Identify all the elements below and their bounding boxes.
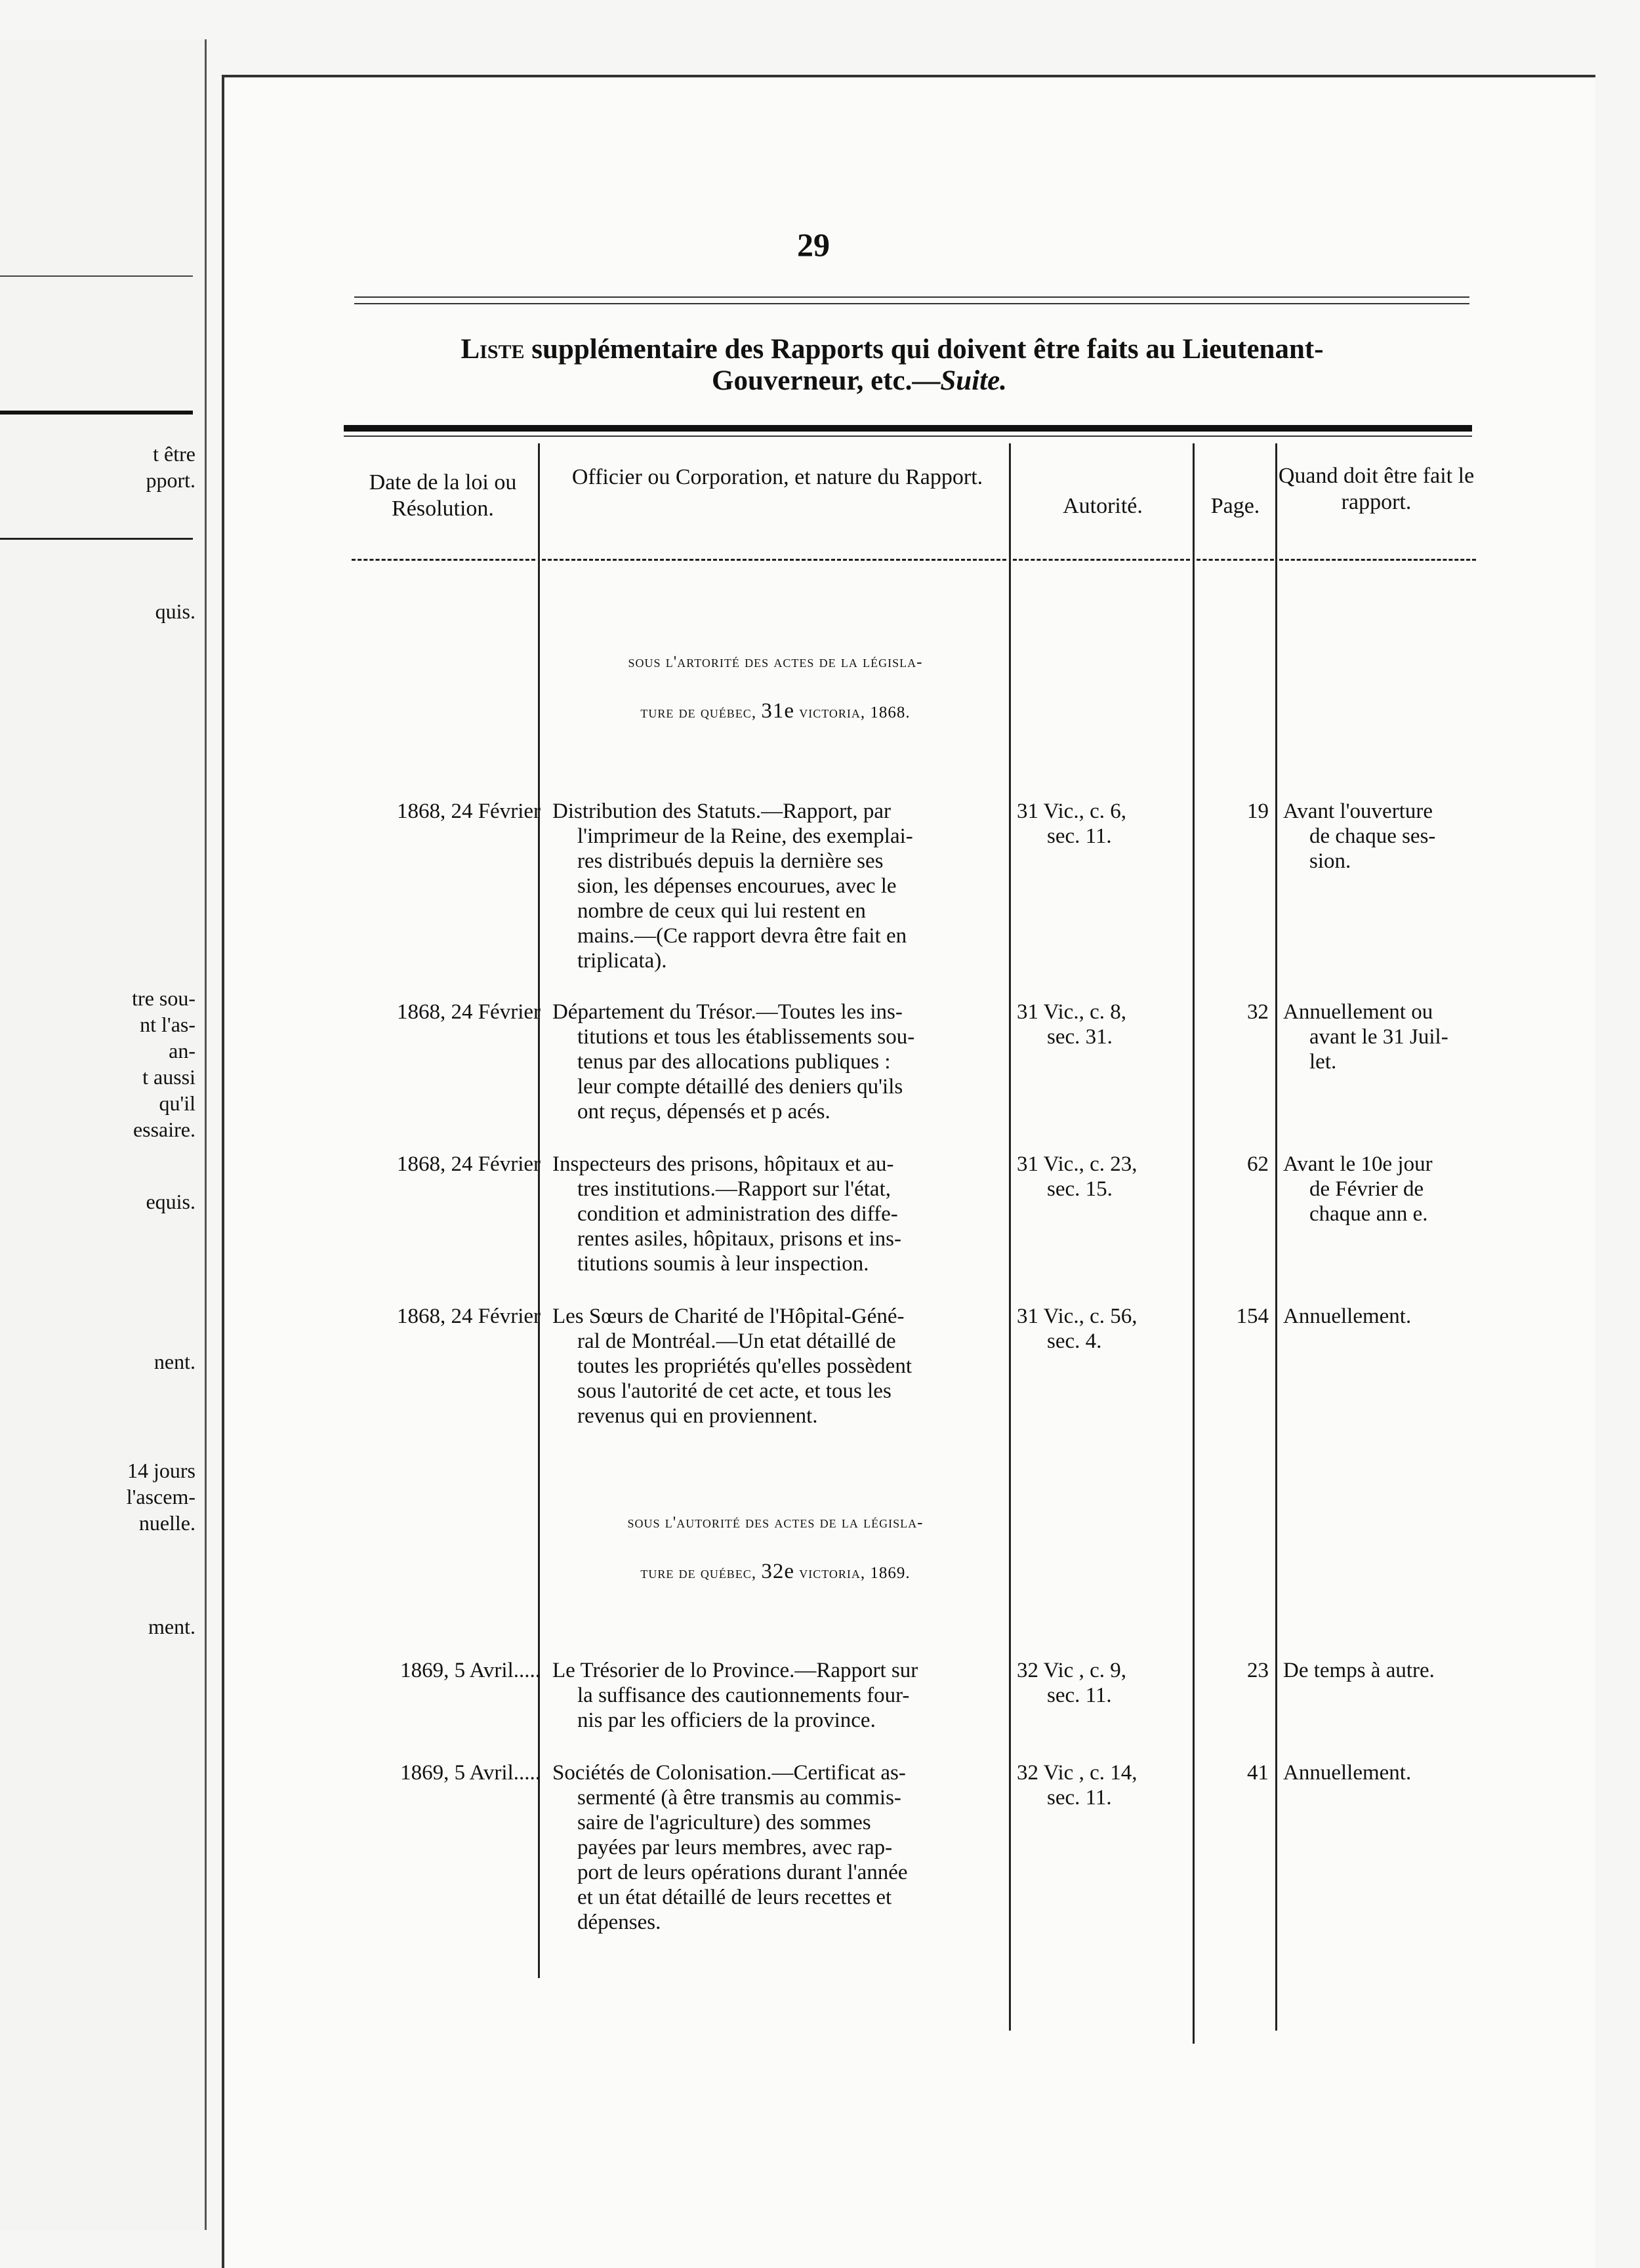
column-header-authority: Autorité. [1063,494,1143,518]
description-line: Département du Trésor.—Toutes les ins- [552,1000,903,1024]
table-row-date: 1868, 24 Février [396,1000,541,1024]
when-line: Annuellement ou [1283,1000,1433,1024]
section-heading [542,1560,1009,1584]
column-header-date: Date de la loi ou Résolution. [369,470,517,521]
title-suite: Suite. [940,365,1007,396]
description-line: la suffisance des cautionnements four- [577,1684,910,1707]
description-line: sion, les dépenses encourues, avec le [577,874,897,898]
table-row-description [552,799,1005,973]
description-line: Distribution des Statuts.—Rapport, par [552,800,892,823]
section-heading-part: victoria, 1868. [794,704,911,721]
left-text-fragment: nuelle. [138,1511,195,1535]
left-text-fragment: t être [153,442,195,466]
section-heading-part: victoria, 1869. [794,1564,911,1582]
left-text-fragment: tre sou- [132,986,195,1010]
top-double-rule [354,303,1469,304]
left-text-fragment: 14 jours [127,1459,195,1482]
section-heading [542,699,1009,723]
description-line: toutes les propriétés qu'elles possèdent [577,1354,912,1378]
table-row-page: 154 [1236,1305,1269,1328]
description-line: condition et administration des diffe- [577,1202,898,1226]
section-heading-part: ture de québec, [640,704,762,721]
header-underline [542,559,1006,561]
when-line: let. [1309,1050,1337,1074]
left-text-fragment: an- [169,1039,195,1063]
table-row-when [1283,1658,1480,1683]
table-row-when [1283,1152,1480,1226]
description-line: et un état détaillé de leurs recettes et [577,1886,892,1909]
table-row-description [552,1152,1005,1276]
left-rule [0,411,193,415]
table-row-date: 1869, 5 Avril..... [400,1761,541,1785]
authority-line: 32 Vic , c. 9, [1017,1659,1126,1682]
table-row-authority [1017,1658,1194,1708]
heavy-rule [344,425,1472,432]
authority-line: 32 Vic , c. 14, [1017,1761,1138,1785]
left-text-fragment: equis. [146,1190,195,1213]
when-line: de chaque ses- [1309,824,1436,848]
table-row-authority [1017,799,1194,849]
left-text-fragment: l'ascem- [126,1485,195,1509]
table-row-when [1283,799,1480,874]
table-row-description [552,1304,1005,1428]
description-line: triplicata). [577,949,667,973]
description-line: revenus qui en proviennent. [577,1404,818,1428]
authority-line: 31 Vic., c. 6, [1017,800,1126,823]
left-rule [0,275,193,277]
section-heading: sous l'autorité des actes de la législa- [627,1514,924,1531]
description-line: saire de l'agriculture) des sommes [577,1811,871,1834]
section-heading-part: 31e [761,699,794,723]
page-title [367,333,1417,365]
header-underline [352,559,535,561]
table-row-authority [1017,1000,1194,1049]
description-line: titutions et tous les établissements sou- [577,1025,915,1049]
table-row-page: 62 [1247,1152,1269,1176]
when-line: sion. [1309,849,1351,873]
authority-line: sec. 11. [1047,1786,1112,1810]
when-line: De temps à autre. [1283,1659,1435,1682]
authority-line: 31 Vic., c. 56, [1017,1305,1138,1328]
table-row-when [1283,1000,1480,1074]
table-row-date: 1868, 24 Février [396,1152,541,1176]
when-line: avant le 31 Juil- [1309,1025,1448,1049]
table-row-description [552,1760,1005,1935]
left-text-fragment: pport. [146,468,195,492]
column-divider [1275,443,1277,2031]
description-line: port de leurs opérations durant l'année [577,1861,908,1884]
table-row-description [552,1000,1005,1124]
when-line: Avant le 10e jour [1283,1152,1433,1176]
description-line: leur compte détaillé des deniers qu'ils [577,1075,903,1099]
table-row-page: 19 [1247,800,1269,823]
left-text-fragment: essaire. [133,1118,195,1141]
description-line: tres institutions.—Rapport sur l'état, [577,1177,891,1201]
when-line: Annuellement. [1283,1305,1412,1328]
left-page-fragment [0,39,207,2230]
table-row-page: 41 [1247,1761,1269,1785]
when-line: de Février de [1309,1177,1424,1201]
section-heading: sous l'artorité des actes de la législa- [628,653,923,671]
table-row-page: 32 [1247,1000,1269,1024]
description-line: dépenses. [577,1911,661,1934]
left-text-fragment: nt l'as- [140,1013,195,1036]
left-text-fragment: ment. [148,1615,195,1638]
description-line: Les Sœurs de Charité de l'Hôpital-Géné- [552,1305,905,1328]
title-lead: Liste [461,334,525,365]
description-line: ont reçus, dépensés et p acés. [577,1100,830,1124]
authority-line: sec. 15. [1047,1177,1113,1201]
table-row-date: 1869, 5 Avril..... [400,1659,541,1682]
authority-line: sec. 4. [1047,1329,1102,1353]
description-line: Inspecteurs des prisons, hôpitaux et au- [552,1152,894,1176]
header-underline [1279,559,1476,561]
authority-line: 31 Vic., c. 23, [1017,1152,1138,1176]
authority-line: sec. 11. [1047,824,1112,848]
table-row-authority [1017,1760,1194,1810]
table-row-when [1283,1760,1480,1785]
authority-line: sec. 31. [1047,1025,1113,1049]
table-row-date: 1868, 24 Février [396,1305,541,1328]
description-line: l'imprimeur de la Reine, des exemplai- [577,824,913,848]
description-line: Le Trésorier de lo Province.—Rapport sur [552,1659,918,1682]
authority-line: sec. 11. [1047,1684,1112,1707]
header-underline [1013,559,1190,561]
table-row-when [1283,1304,1480,1329]
table-row-date: 1868, 24 Février [396,800,541,823]
description-line: nombre de ceux qui lui restent en [577,899,866,923]
table-row-authority [1017,1152,1194,1202]
description-line: titutions soumis à leur inspection. [577,1252,869,1276]
table-row-page: 23 [1247,1659,1269,1682]
authority-line: 31 Vic., c. 8, [1017,1000,1126,1024]
left-text-fragment: quis. [155,599,195,623]
header-underline [1197,559,1274,561]
when-line: Avant l'ouverture [1283,800,1433,823]
column-divider [538,443,540,1978]
page-number: 29 [797,226,830,263]
column-header-officer: Officier ou Corporation, et nature du Rapport. [571,465,983,489]
description-line: mains.—(Ce rapport devra être fait en [577,924,907,948]
table-row-authority [1017,1304,1194,1354]
left-text-fragment: qu'il [159,1091,195,1115]
description-line: payées par leurs membres, avec rap- [577,1836,893,1859]
thin-rule [344,435,1472,437]
page-title-line2 [367,365,1351,397]
left-text-fragment: t aussi [142,1065,195,1089]
description-line: res distribués depuis la dernière ses [577,849,884,873]
description-line: nis par les officiers de la province. [577,1709,876,1732]
when-line: Annuellement. [1283,1761,1412,1785]
description-line: rentes asiles, hôpitaux, prisons et ins- [577,1227,902,1251]
left-rule [0,538,193,540]
description-line: tenus par des allocations publiques : [577,1050,891,1074]
title-line2-text: Gouverneur, etc.— [712,365,941,396]
description-line: sermenté (à être transmis au commis- [577,1786,901,1810]
left-text-fragment: nent. [154,1350,195,1373]
description-line: ral de Montréal.—Un etat détaillé de [577,1329,896,1353]
description-line: sous l'autorité de cet acte, et tous les [577,1379,892,1403]
column-divider [1009,443,1011,2031]
column-header-page: Page. [1210,494,1260,518]
description-line: Sociétés de Colonisation.—Certificat as- [552,1761,906,1785]
column-header-when: Quand doit être fait le rapport. [1278,464,1475,514]
section-heading-part: 32e [761,1560,794,1583]
section-heading-part: ture de québec, [640,1564,762,1582]
top-double-rule [354,296,1469,298]
title-line1-text: supplémentaire des Rapports qui doivent être faits au Lieutenant- [531,334,1324,365]
when-line: chaque ann e. [1309,1202,1428,1226]
table-row-description [552,1658,1005,1733]
